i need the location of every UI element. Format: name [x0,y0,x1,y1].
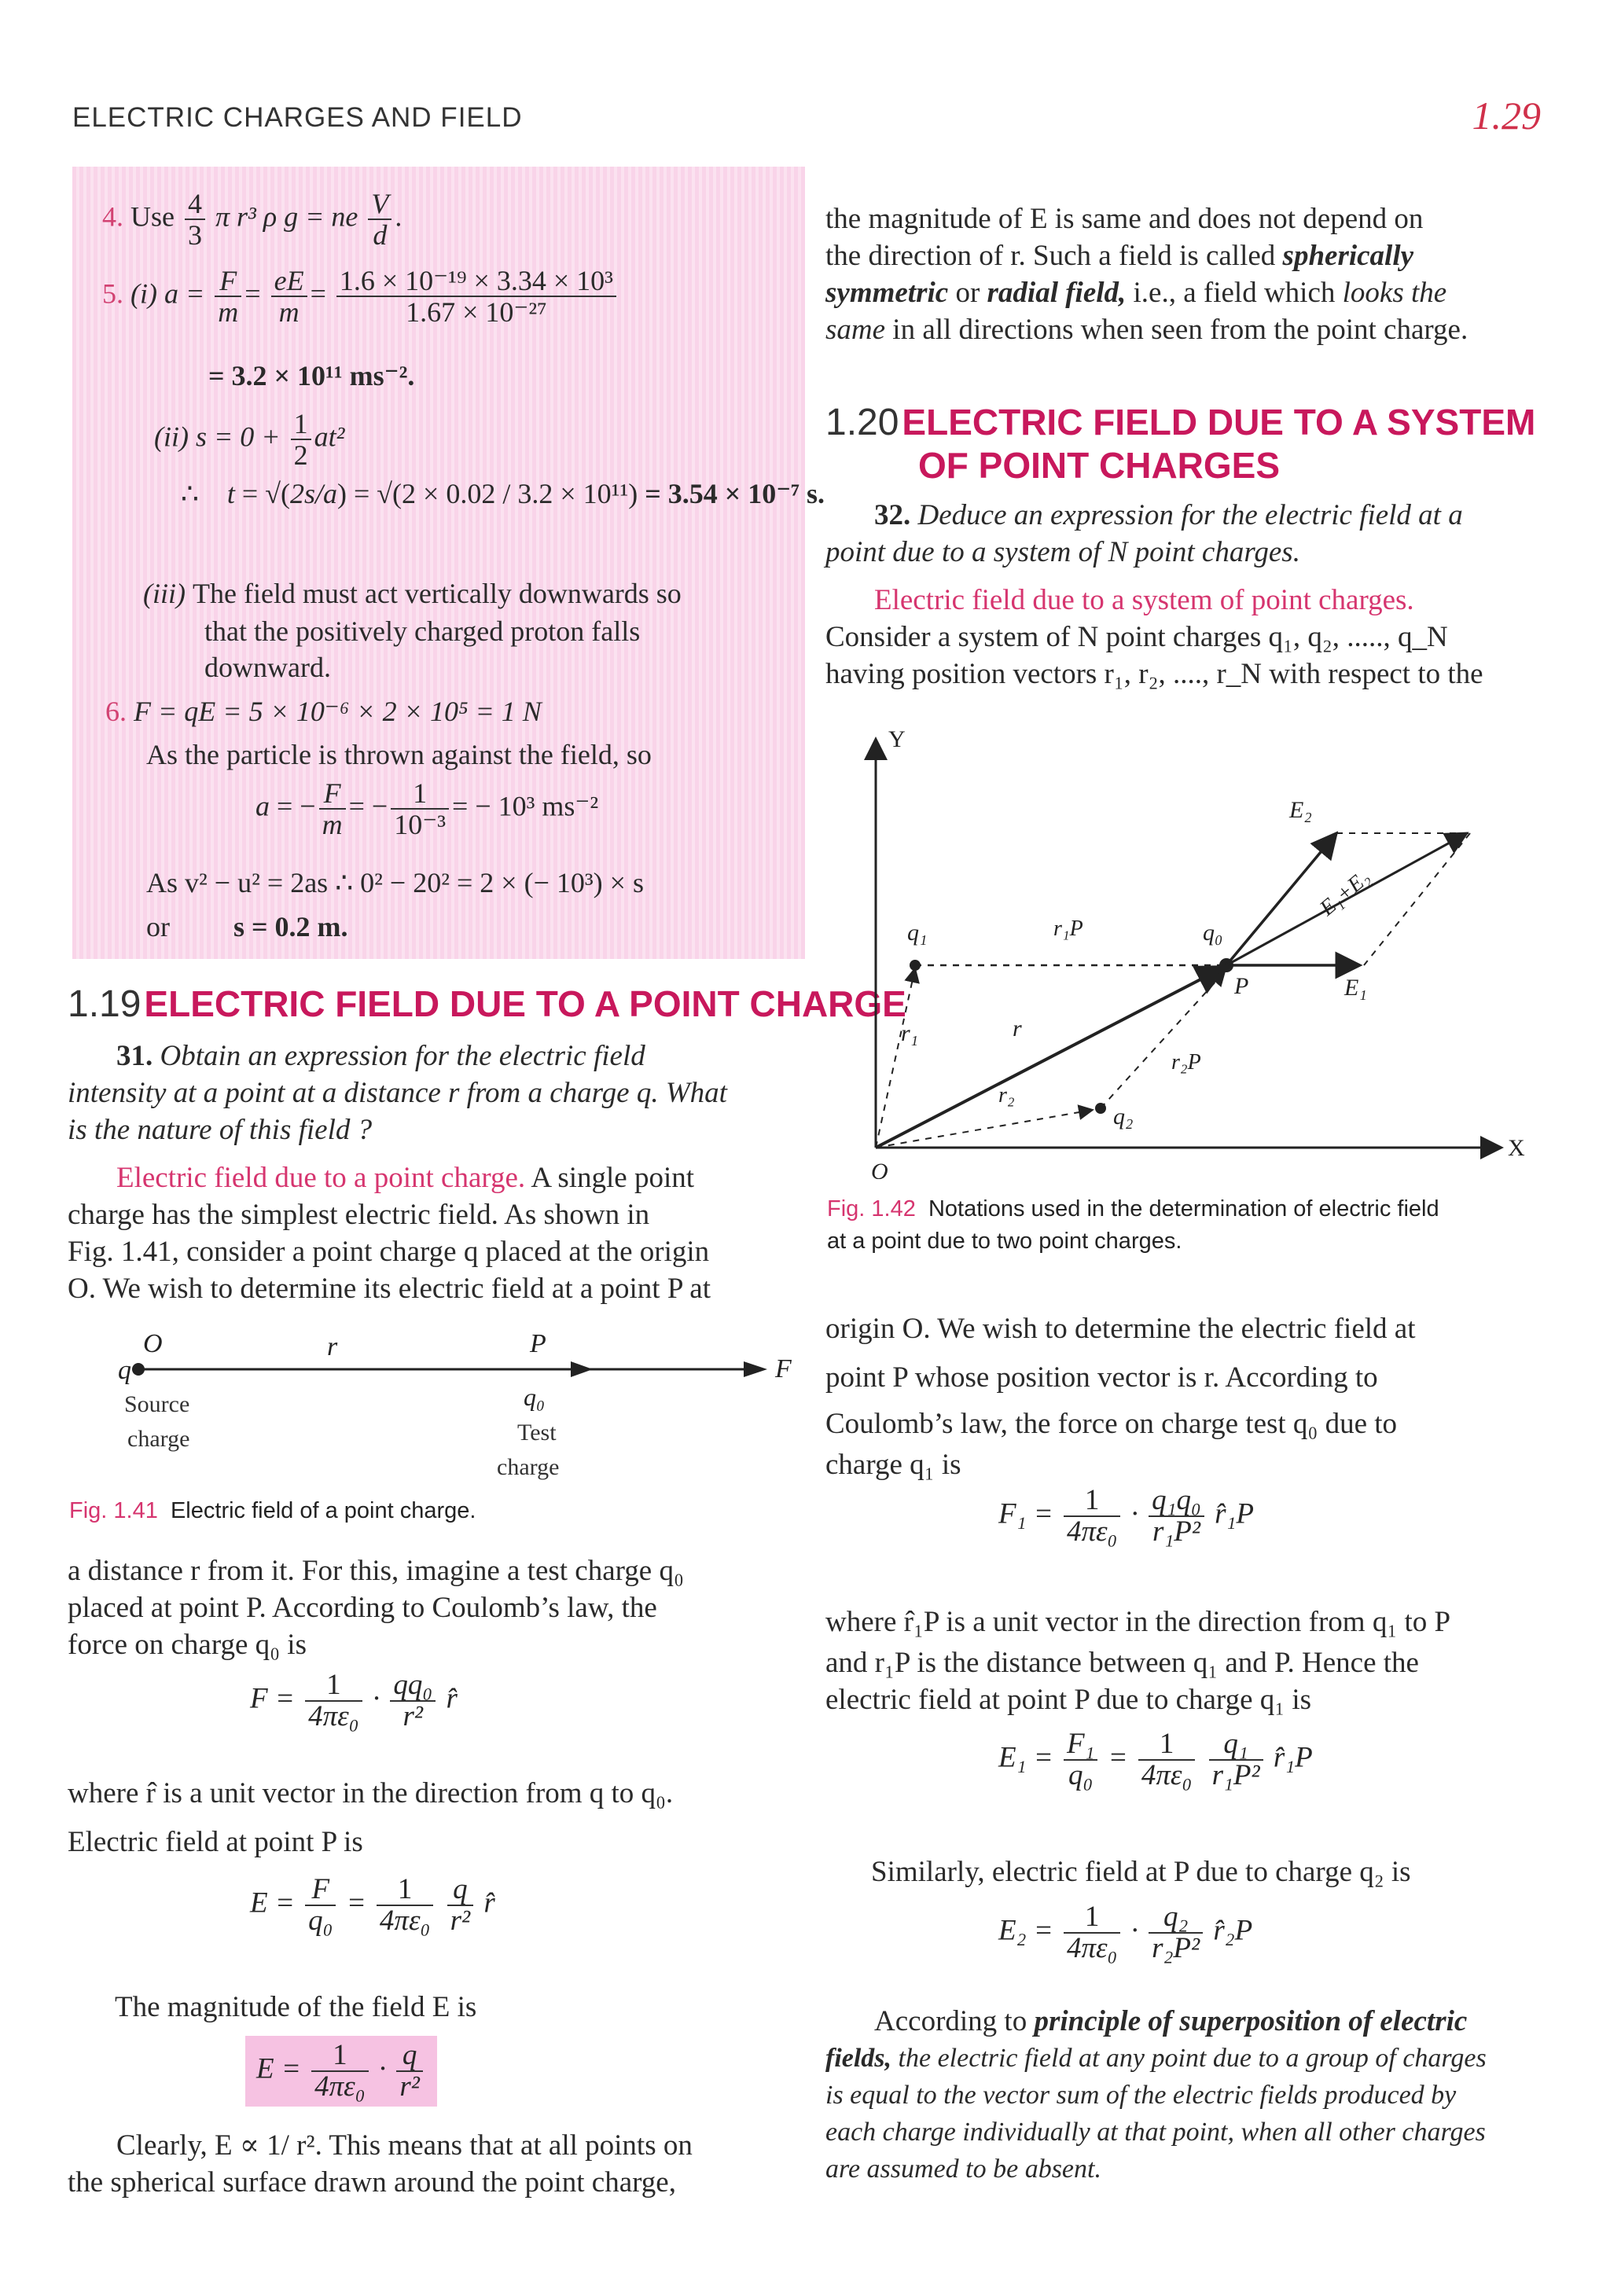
equation-coulomb-force: F = $\frac{1}{\text{4πε₀}}$ · $\frac{\text{qq₀}}{\text{r²}}$ r̂ [250,1669,458,1732]
paragraph-origin: origin O. We wish to determine the electric field at point P whose position vector is r. According to Coulomb’s law, the force on charge test q₀ due to charge q₁ is [825,1313,1416,1481]
paragraph-unit-vector-1P: where r̂₁P is a unit vector in the direction from q₁ to P and r₁P is the distance between q₁ and P. Hence the electric field at point P due to charge q₁ is [825,1606,1451,1716]
paragraph-unit-vector: where r̂ is a unit vector in the direction from q to q₀. [68,1777,674,1809]
label-r2: r₂ [998,1083,1015,1108]
running-header: ELECTRIC CHARGES AND FIELD [72,102,523,133]
answer-5-iii-line2: that the positively charged proton falls [204,615,641,647]
paragraph-inverse-square: Clearly, E ∝ 1/ r². This means that at all points on the spherical surface drawn around the point charge, [68,2129,693,2199]
label-E2: E₂ [1289,797,1312,823]
equation-E1: E₁ = $\frac{\text{F₁}}{\text{q₀}}$ = $\frac{1}{\text{4πε₀}}$ $\frac{\text{q₁}}{\text{r₁P²}}$ r̂₁P [998,1728,1313,1791]
label-O: O [143,1329,163,1358]
equation-electric-field-vector: E = $\frac{F}{\text{q₀}}$ = $\frac{1}{\text{4πε₀}}$ $\frac{q}{\text{r²}}$ r̂ [250,1873,495,1937]
figure-1-41 [68,1321,822,1486]
paragraph-superposition: According to principle of superposition of electric fields, the electric field at any point due to a group of charges is equal to the vector sum of the electric fields produced by each charge individually at that point, when all other charges are assumed to be absent. [825,2005,1487,2184]
label-E1: E₁ [1344,975,1367,1001]
label-P: P [1234,973,1249,999]
equation-F1: F₁ = $\frac{1}{\text{4πε₀}}$ · $\frac{\text{q₁q₀}}{\text{r₁P²}}$ r̂₁P [998,1484,1255,1548]
answer-5-i: 5. (i) a = $\frac{F}{m}$ = $\frac{eE}{m}$ = $\frac{\text{1.6 × 10⁻¹⁹ × 3.34 × 10³}}{\text{1.67 × 10⁻²⁷}}$ [102,266,619,327]
answer-4: 4. Use $\frac{4}{3}$ π r³ ρ g = ne $\frac{V}{d}$ . [102,188,402,251]
label-Y: Y [888,726,906,752]
label-r2P: r₂P [1171,1050,1201,1075]
answer-5-result: = 3.2 × 10¹¹ ms⁻². [208,360,415,391]
answer-6-s: or s = 0.2 m. [146,911,348,942]
label-r1: r₁ [901,1020,919,1046]
paragraph-test-charge: a distance r from it. For this, imagine a test charge q₀ placed at point P. According to Coulomb’s law, the force on charge q₀ is [68,1555,684,1661]
label-X: X [1508,1135,1525,1161]
answer-6-kinematics: As v² − u² = 2as ∴ 0² − 20² = 2 × (− 10³) × s [146,867,644,898]
answer-6: 6. F = qE = 5 × 10⁻⁶ × 2 × 10⁵ = 1 N [105,696,542,727]
question-31: 31. Obtain an expression for the electric field intensity at a point at a distance r from a charge q. What is the nature of this field ? [68,1040,727,1146]
section-1-20-heading: 1.20 ELECTRIC FIELD DUE TO A SYSTEM OF POINT CHARGES [825,402,1536,486]
paragraph-system-of-charges: Electric field due to a system of point charges. Consider a system of N point charges q₁, q₂, ....., q_N having position vectors r₁, r₂, ...., r_N with respect to the [825,584,1483,690]
paragraph-radial-field: the magnitude of E is same and does not depend on the direction of r. Such a field is called spherically symmetric or radial field, i.e., a field which looks the same in all directions when seen from the point charge. [825,203,1468,346]
label-test: Test [517,1420,557,1446]
paragraph-magnitude: The magnitude of the field E is [115,1991,477,2023]
label-E1-plus-E2: E₁+E₂ [1315,865,1375,921]
label-q: q [118,1356,131,1385]
answer-5-ii: (ii) s = 0 + $\frac{1}{2}$ at² [154,408,345,471]
section-1-19-heading: 1.19 ELECTRIC FIELD DUE TO A POINT CHARGE [68,983,906,1025]
label-source: Source [124,1391,190,1417]
label-q2: q₂ [1113,1104,1134,1130]
paragraph-field-q2: Similarly, electric field at P due to charge q₂ is [871,1856,1411,1888]
answer-6-text: As the particle is thrown against the field, so [146,739,652,770]
fig-1-41-caption: Fig. 1.41 Electric field of a point charge. [69,1498,476,1523]
label-q1: q₁ [907,920,928,946]
label-r: r [327,1332,338,1361]
paragraph-field-at-P: Electric field at point P is [68,1826,363,1858]
label-q0: q₀ [1203,920,1223,946]
paragraph-point-charge: Electric field due to a point charge. A single point charge has the simplest electric field. As shown in Fig. 1.41, consider a point charge q placed at the origin O. We wish to determine its electric field at a point P at [68,1162,711,1305]
answer-5-t: ∴ t = √(2s/a) = √(2 × 0.02 / 3.2 × 10¹¹) = 3.54 × 10⁻⁷ s. [181,478,825,509]
label-test-charge: charge [497,1454,560,1480]
equation-field-magnitude-boxed: E = $\frac{1}{\text{4πε₀}}$ · $\frac{q}{\text{r²}}$ [245,2036,437,2107]
label-r: r [1013,1016,1022,1041]
label-O: O [871,1159,888,1179]
figure-1-42 [841,723,1549,1179]
equation-E2: E₂ = $\frac{1}{\text{4πε₀}}$ · $\frac{\text{q₂}}{\text{r₂P²}}$ r̂₂P [998,1901,1253,1964]
fig-1-42-caption: Fig. 1.42 Notations used in the determination of electric field at a point due to two point charges. [827,1196,1439,1254]
answer-5-iii: (iii) The field must act vertically downwards so [143,578,682,609]
label-q0: q₀ [524,1383,546,1411]
label-F: F [775,1354,792,1383]
label-r1P: r₁P [1053,917,1083,941]
answer-5-iii-line3: downward. [204,652,331,683]
label-source-charge: charge [127,1426,190,1452]
label-P: P [530,1329,546,1358]
question-32: 32. Deduce an expression for the electric field at a point due to a system of N point charges. [825,499,1463,568]
page-number: 1.29 [1472,94,1541,138]
answer-6-acc: a = − $\frac{F}{m}$ = − $\frac{1}{\text{10⁻³}}$ = − 10³ ms⁻² [255,777,599,840]
